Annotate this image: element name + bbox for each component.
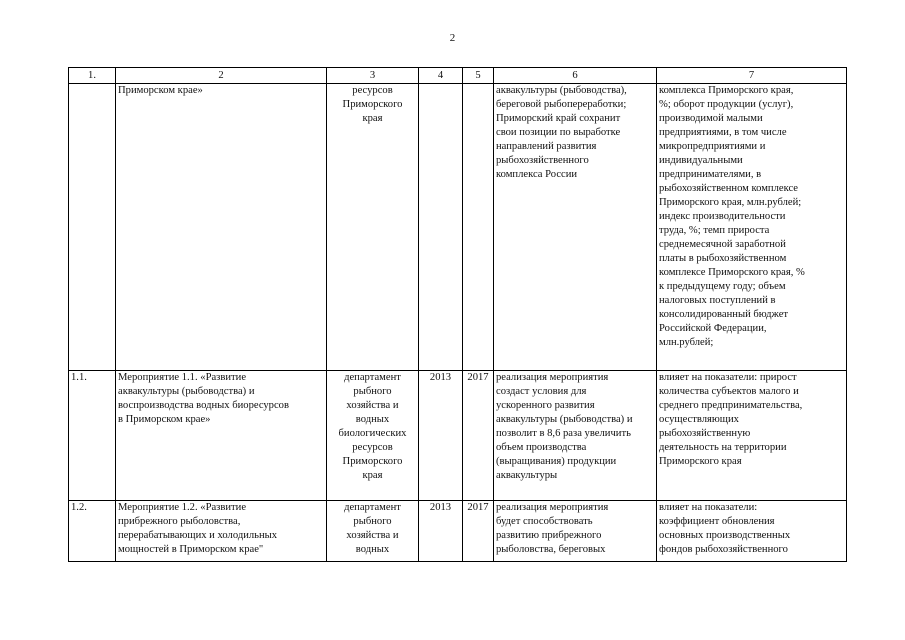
table-header-row [69,68,847,84]
header-cell: 3 [327,68,419,84]
cell-line: мощностей в Приморском крае" [118,544,264,555]
cell-line: департамент [344,372,401,383]
cell-line: комплекса России [496,169,578,180]
table-row [69,501,847,562]
cell-line: консолидированный бюджет [659,309,789,320]
header-cell: 2 [116,68,327,84]
cell-line: индивидуальными [659,155,743,166]
result-cell [494,501,657,562]
cell-line: развитию прибрежного [496,530,602,541]
cell-line: перерабатывающих и холодильных [118,530,278,541]
cell-line: позволит в 8,6 раза увеличить [496,428,631,439]
cell-line: в Приморском крае» [118,414,211,425]
header-cell: 6 [494,68,657,84]
cell-line: к предыдущему году; объем [659,281,786,292]
row-number-cell: 1.1. [69,371,116,501]
start-year-cell: 2013 [419,501,463,562]
cell-line: ускоренного развития [496,400,595,411]
cell-line: влияет на показатели: прирост [659,372,797,383]
cell-line: фондов рыбохозяйственного [659,544,788,555]
cell-line: аквакультуры (рыбоводства) и [496,414,633,425]
cell-line: рыбного [353,386,392,397]
page-number: 2 [449,32,456,44]
end-year-cell [463,84,494,371]
executor-cell [327,84,419,371]
cell-line: млн.рублей; [659,337,714,348]
cell-line: биологических [338,428,407,439]
table-row [69,84,847,371]
cell-line: хозяйства и [346,530,399,541]
table-row [69,371,847,501]
cell-line: реализация мероприятия [496,372,609,383]
cell-line: департамент [344,502,401,513]
cell-line: Приморского края, млн.рублей; [659,197,802,208]
header-cell: 7 [657,68,847,84]
program-table [68,67,847,562]
cell-line: комплекса Приморского края, [659,85,794,96]
cell-line: свои позиции по выработке [496,127,621,138]
event-name-cell [116,84,327,371]
cell-line: направлений развития [496,141,597,152]
cell-line: среднего предпринимательства, [659,400,803,411]
result-cell [494,84,657,371]
event-name-cell [116,501,327,562]
cell-line: основных производственных [659,530,791,541]
cell-line: Приморский край сохранит [496,113,621,124]
cell-line: воспроизводства водных биоресурсов [118,400,289,411]
cell-line: рыбохозяйственном комплексе [659,183,798,194]
cell-line: будет способствовать [496,516,593,527]
cell-line: Приморском крае» [118,85,203,96]
cell-line: среднемесячной заработной [659,239,786,250]
cell-line: рыбохозяйственного [496,155,589,166]
row-number-cell: 1.2. [69,501,116,562]
cell-line: объем производства [496,442,587,453]
cell-line: водных [355,414,390,425]
cell-line: предприятиями, в том числе [659,127,787,138]
end-year-cell: 2017 [463,501,494,562]
end-year-cell: 2017 [463,371,494,501]
cell-line: микропредприятиями и [659,141,766,152]
executor-cell [327,371,419,501]
cell-line: Мероприятие 1.2. «Развитие [118,502,247,513]
cell-line: предпринимателями, в [659,169,762,180]
cell-line: налоговых поступлений в [659,295,776,306]
start-year-cell [419,84,463,371]
header-cell: 1. [69,68,116,84]
header-cell: 4 [419,68,463,84]
cell-line: рыболовства, береговых [496,544,606,555]
cell-line: количества субъектов малого и [659,386,799,397]
header-cell: 5 [463,68,494,84]
cell-line: ресурсов [352,442,393,453]
cell-line: коэффициент обновления [659,516,775,527]
cell-line: (выращивания) продукции [496,456,617,467]
cell-line: края [362,113,383,124]
cell-line: рыбного [353,516,392,527]
cell-line: деятельность на территории [659,442,787,453]
cell-line: Приморского края [659,456,742,467]
indicators-cell [657,501,847,562]
cell-line: прибрежного рыболовства, [118,516,241,527]
cell-line: производимой малыми [659,113,763,124]
cell-line: рыбохозяйственную [659,428,751,439]
indicators-cell [657,84,847,371]
executor-cell [327,501,419,562]
cell-line: реализация мероприятия [496,502,609,513]
cell-line: края [362,470,383,481]
cell-line: влияет на показатели: [659,502,758,513]
cell-line: ресурсов [352,85,393,96]
result-cell [494,371,657,501]
indicators-cell [657,371,847,501]
cell-line: создаст условия для [496,386,587,397]
start-year-cell: 2013 [419,371,463,501]
row-number-cell [69,84,116,371]
cell-line: %; оборот продукции (услуг), [659,99,794,110]
cell-line: хозяйства и [346,400,399,411]
cell-line: индекс производительности [659,211,786,222]
cell-line: аквакультуры [496,470,558,481]
cell-line: аквакультуры (рыбоводства) и [118,386,255,397]
cell-line: береговой рыбопереработки; [496,99,627,110]
cell-line: Приморского [342,99,403,110]
cell-line: Мероприятие 1.1. «Развитие [118,372,247,383]
cell-line: водных [355,544,390,555]
cell-line: платы в рыбохозяйственном [659,253,787,264]
cell-line: комплексе Приморского края, % [659,267,805,278]
cell-line: Российской Федерации, [659,323,767,334]
event-name-cell [116,371,327,501]
cell-line: аквакультуры (рыбоводства), [496,85,627,96]
cell-line: Приморского [342,456,403,467]
cell-line: осуществляющих [659,414,739,425]
cell-line: труда, %; темп прироста [659,225,770,236]
